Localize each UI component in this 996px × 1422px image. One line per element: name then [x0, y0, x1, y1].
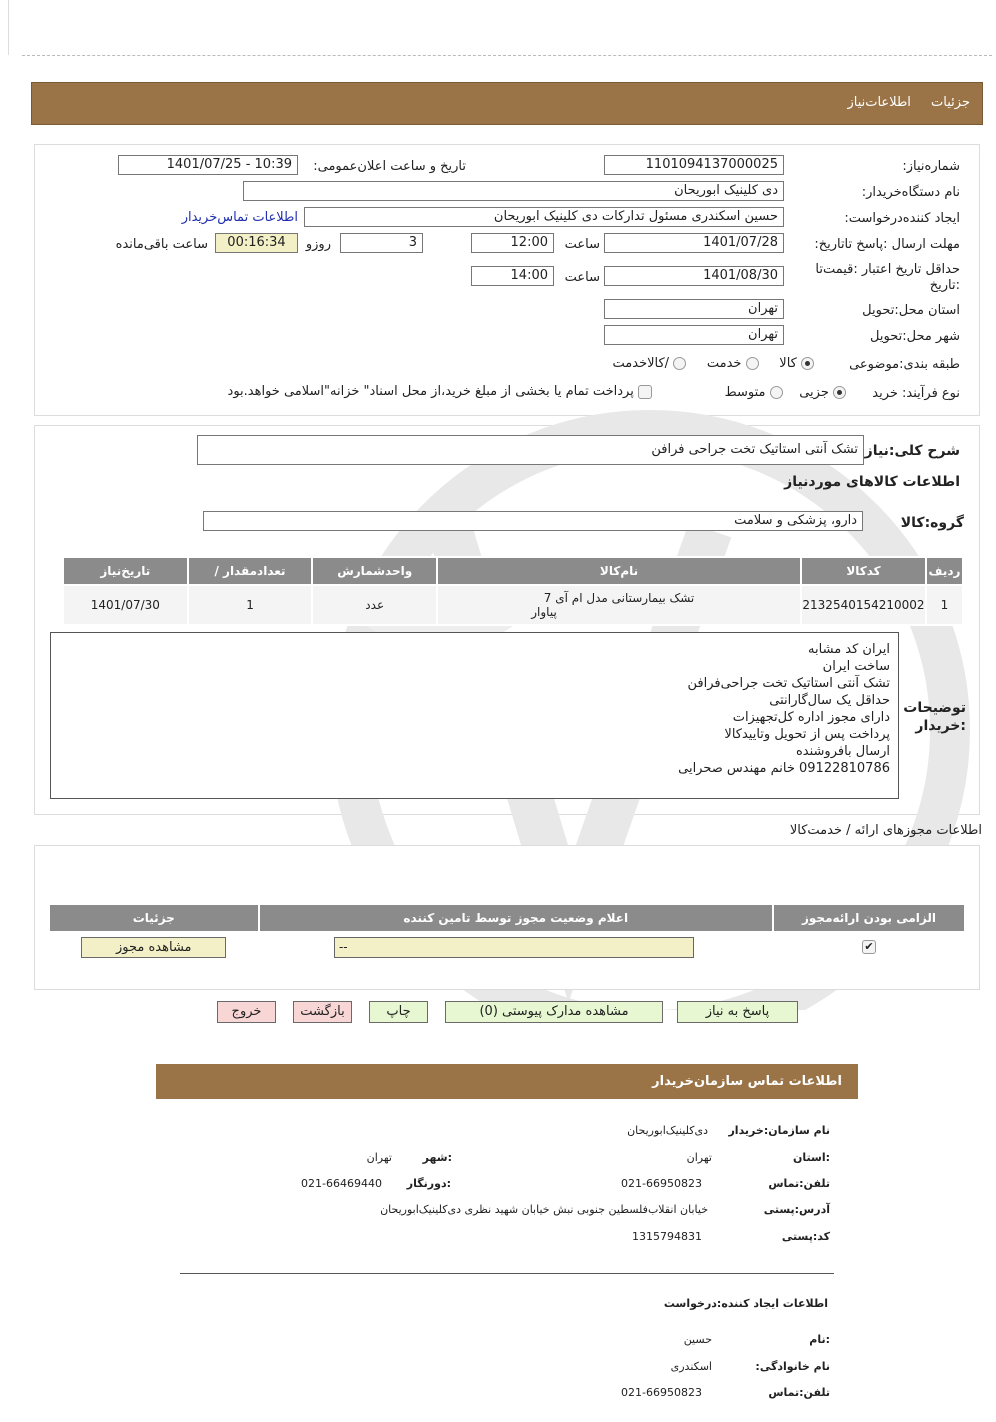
- attachments-button[interactable]: مشاهده مدارک پیوستی (0): [445, 1001, 663, 1023]
- creator-name: حسین: [683, 1333, 712, 1346]
- goods-table: [62, 556, 964, 626]
- need-info-tab[interactable]: اطلاعات‌نیاز: [847, 95, 911, 110]
- page-edge-line: [8, 0, 9, 55]
- cell-name: [437, 585, 801, 625]
- process-partial-radio[interactable]: [833, 386, 846, 399]
- buyer-org-label: نام دستگاه‌خریدار:: [861, 185, 960, 200]
- deadline-time-field: 12:00: [471, 233, 554, 253]
- validity-time-field: 14:00: [471, 266, 554, 286]
- note-line: ایران کد مشابه: [808, 642, 890, 657]
- contact-province-label: :استان: [793, 1151, 830, 1164]
- col-date: تاریخ‌نیاز: [63, 557, 188, 585]
- cell-name-line2: پیاوار: [531, 605, 557, 619]
- cell-unit: عدد: [312, 585, 437, 625]
- remaining-time-field: 00:16:34: [215, 233, 298, 253]
- category-both-radio[interactable]: [673, 357, 686, 370]
- need-number-label: شماره‌نیاز:: [902, 159, 960, 174]
- permit-col-required: الزامی بودن ارائه‌مجوز: [773, 904, 965, 932]
- details-tab[interactable]: جزئیات: [931, 95, 970, 110]
- days-field: 3: [340, 233, 423, 253]
- permit-required-cell: [773, 932, 965, 962]
- cell-name-line1: تشک بیمارستانی مدل ام آی 7: [543, 591, 695, 605]
- permit-status-field[interactable]: --: [334, 937, 694, 958]
- reply-button[interactable]: پاسخ به نیاز: [677, 1001, 798, 1023]
- details-header-bar: [31, 82, 983, 125]
- province-label: استان محل:تحویل: [862, 303, 960, 318]
- category-service-label: خدمت: [706, 356, 742, 371]
- payment-checkbox[interactable]: [638, 385, 652, 399]
- col-name: نام‌کالا: [437, 557, 801, 585]
- note-line: تشک آنتی استاتیک تخت جراحی‌فرافن: [687, 676, 890, 691]
- city-field: تهران: [604, 325, 784, 345]
- creator-title: اطلاعات ایجاد کننده:درخواست: [663, 1297, 828, 1310]
- category-service-radio[interactable]: [746, 357, 759, 370]
- process-medium-label: متوسط: [724, 385, 766, 400]
- creator-phone-label: تلفن:تماس: [768, 1386, 830, 1399]
- back-button[interactable]: بازگشت: [293, 1001, 352, 1023]
- goods-info-title: اطلاعات کالاهای موردنیاز: [784, 474, 960, 490]
- announce-label: تاریخ و ساعت اعلان‌عمومی:: [313, 159, 466, 174]
- payment-note: پرداخت تمام یا بخشی از مبلغ خرید،از محل اسناد" خزانه"اسلامی خواهد.بود: [227, 384, 634, 399]
- table-row[interactable]: [63, 585, 963, 625]
- note-line: دارای مجوز اداره کل‌تجهیزات: [732, 710, 890, 725]
- cell-row: 1: [926, 585, 963, 625]
- note-line: حداقل یک سال‌گارانتی: [769, 693, 890, 708]
- permit-required-checkbox[interactable]: ✔: [862, 940, 876, 954]
- col-qty: / تعدادمقدار: [188, 557, 313, 585]
- payment-note-row: [228, 384, 652, 399]
- col-row: ردیف: [926, 557, 963, 585]
- group-label: گروه:کالا: [900, 515, 964, 531]
- permit-col-details: جزئیات: [49, 904, 259, 932]
- announce-datetime-field: 1401/07/25 - 10:39: [118, 155, 298, 175]
- validity-date-field: 1401/08/30: [604, 266, 784, 286]
- contact-address: خیابان انقلاب‌فلسطین جنوبی نبش خیابان شهید نظری دی‌کلینیک‌ابوریحان: [380, 1203, 708, 1216]
- contact-org: دی‌کلینیک‌ابوریحان: [627, 1124, 708, 1137]
- contact-province: تهران: [686, 1151, 712, 1164]
- deadline-date-field: 1401/07/28: [604, 233, 784, 253]
- requester-field: حسین اسکندری مسئول تدارکات دی کلینیک ابوریحان: [304, 207, 784, 227]
- exit-button[interactable]: خروج: [217, 1001, 276, 1023]
- buyer-contact-link[interactable]: اطلاعات تماس‌خریدار: [181, 210, 298, 225]
- cell-qty: 1: [188, 585, 313, 625]
- creator-phone: 021-66950823: [621, 1386, 702, 1399]
- buyer-notes-box: [50, 632, 899, 799]
- note-line: ارسال بافروشنده: [795, 744, 890, 759]
- contact-divider: [180, 1273, 834, 1274]
- col-code: کدکالا: [801, 557, 926, 585]
- category-goods-radio[interactable]: [801, 357, 814, 370]
- summary-label: شرح کلی:نیاز: [864, 443, 960, 459]
- summary-field: تشک آنتی استاتیک تخت جراحی فرافن: [197, 435, 864, 465]
- contact-org-label: نام سازمان:خریدار: [728, 1124, 830, 1137]
- col-unit: واحدشمارش: [312, 557, 437, 585]
- process-options: [725, 385, 846, 400]
- contact-fax: 021-66469440: [301, 1177, 382, 1190]
- permit-col-status: اعلام وضعیت مجوز توسط تامین کننده: [259, 904, 773, 932]
- cell-code: 2132540154210002: [801, 585, 926, 625]
- creator-name-label: :نام: [809, 1333, 830, 1346]
- remaining-label: ساعت باقی‌مانده: [115, 237, 208, 252]
- process-partial-label: جزیی: [799, 385, 829, 400]
- cell-date: 1401/07/30: [63, 585, 188, 625]
- note-line: 09122810786 خانم مهندس صحرایی: [678, 761, 890, 776]
- days-label: روزو: [305, 237, 331, 252]
- requester-label: ایجاد کننده‌درخواست:: [844, 211, 960, 226]
- need-number-field: 1101094137000025: [604, 155, 784, 175]
- buyer-notes-label-1: توضیحات: [903, 700, 966, 716]
- permits-title: اطلاعات مجوزهای ارائه / خدمت‌کالا: [789, 823, 982, 838]
- permit-details-cell: [49, 932, 259, 962]
- permits-table: [48, 903, 966, 963]
- category-label: طبقه بندی:موضوعی: [849, 357, 960, 372]
- creator-family: اسکندری: [670, 1360, 712, 1373]
- group-field: دارو، پزشکی و سلامت: [203, 511, 863, 531]
- category-both-label: /کالاخدمت: [612, 356, 670, 371]
- validity-label-1: حداقل تاریخ اعتبار :قیمت‌تا: [815, 262, 960, 277]
- permit-row: [49, 932, 965, 962]
- contact-address-label: آدرس:پستی: [763, 1203, 830, 1216]
- contact-postal: 1315794831: [632, 1230, 702, 1243]
- deadline-time-label: ساعت: [564, 237, 600, 252]
- contact-postal-label: کد:پستی: [781, 1230, 830, 1243]
- contact-header: اطلاعات تماس سازمان‌خریدار: [156, 1064, 858, 1099]
- view-permit-button[interactable]: مشاهده مجوز: [81, 937, 226, 958]
- validity-time-label: ساعت: [564, 270, 600, 285]
- process-medium-radio[interactable]: [770, 386, 783, 399]
- print-button[interactable]: چاپ: [369, 1001, 428, 1023]
- contact-city-label: :شهر: [422, 1151, 452, 1164]
- top-divider: [22, 55, 992, 56]
- note-line: ساخت ایران: [822, 659, 890, 674]
- contact-fax-label: :دورنگار: [406, 1177, 451, 1190]
- buyer-notes-label-2: :خریدار: [915, 718, 966, 734]
- buyer-org-field: دی کلینیک ابوریحان: [243, 181, 784, 201]
- creator-family-label: نام خانوادگی:: [755, 1360, 830, 1373]
- contact-phone-label: تلفن:تماس: [768, 1177, 830, 1190]
- category-options: [613, 356, 814, 371]
- city-label: شهر محل:تحویل: [870, 329, 960, 344]
- validity-label-2: :تاریخ: [929, 278, 960, 293]
- permit-status-cell: [259, 932, 773, 962]
- process-label: نوع فرآیند: خرید: [872, 386, 960, 401]
- category-goods-label: کالا: [779, 356, 797, 371]
- province-field: تهران: [604, 299, 784, 319]
- contact-phone: 021-66950823: [621, 1177, 702, 1190]
- contact-city: تهران: [366, 1151, 392, 1164]
- note-line: پرداخت پس از تحویل وتاییدکالا: [724, 727, 890, 742]
- deadline-label: مهلت ارسال :پاسخ تا‌تاریخ:: [814, 237, 960, 252]
